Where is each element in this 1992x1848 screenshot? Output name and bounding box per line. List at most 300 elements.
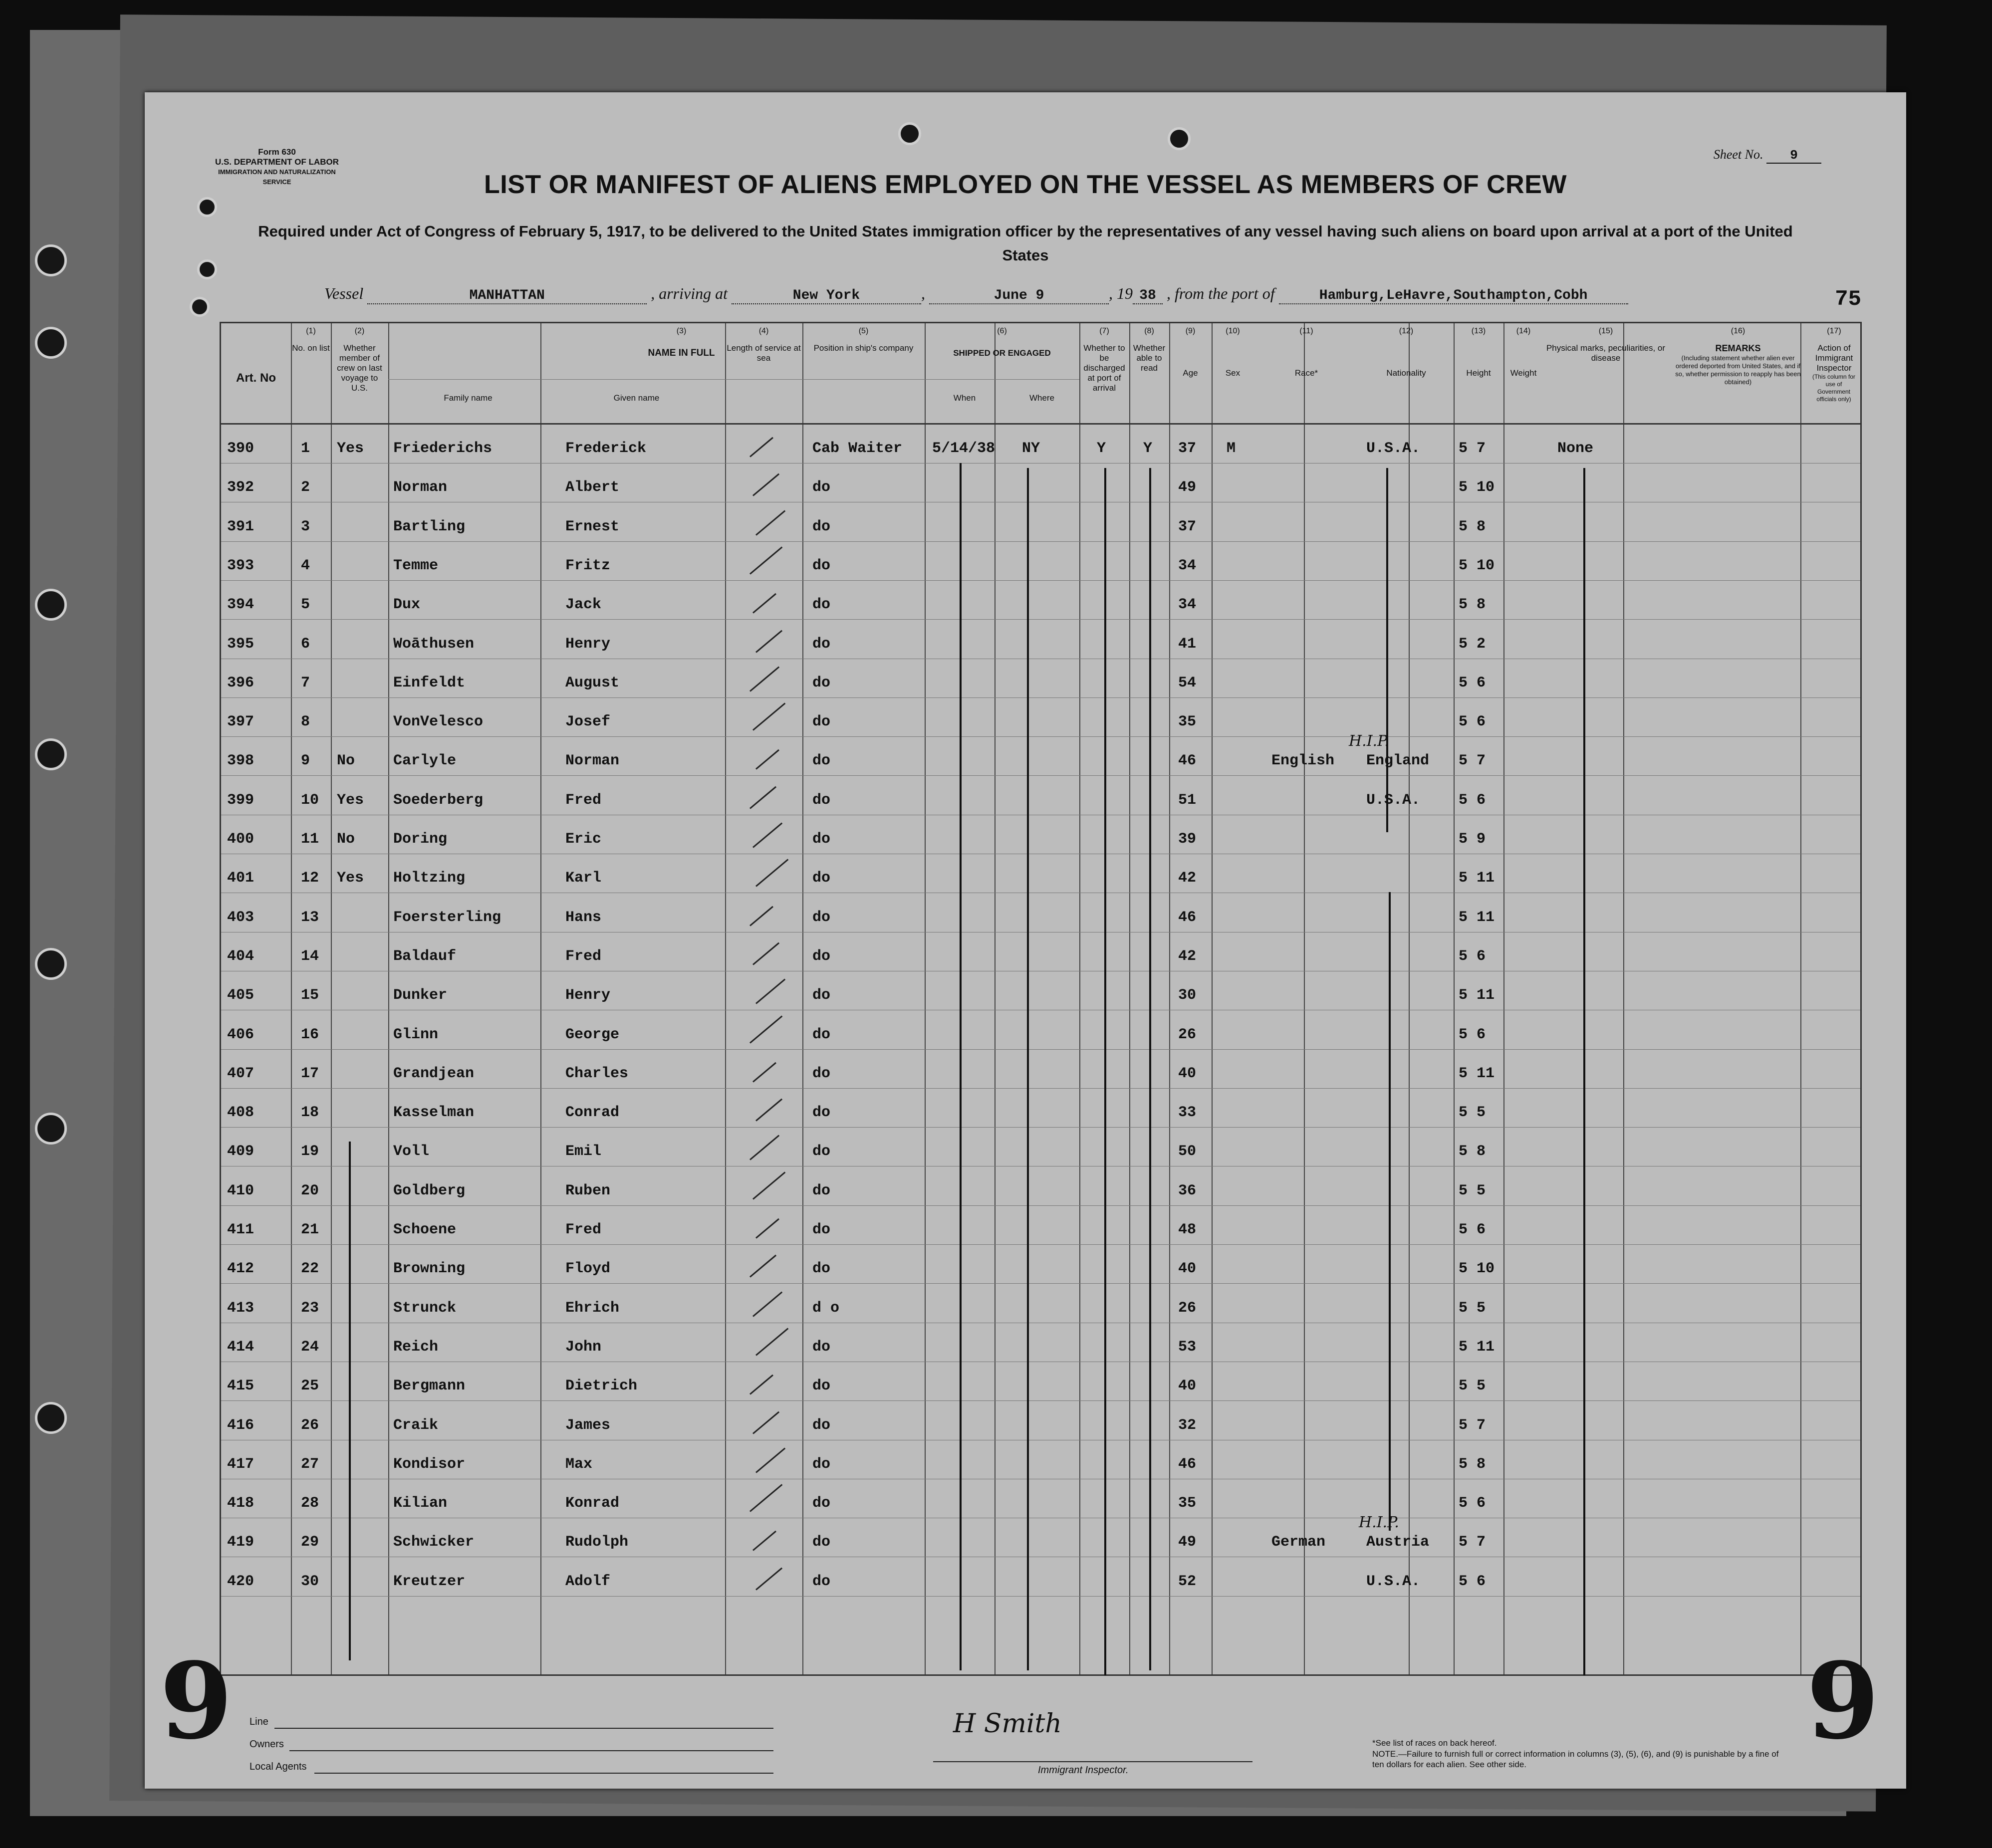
cell-art: 396 (227, 674, 254, 692)
cell-given: Rudolph (565, 1534, 629, 1551)
cell-no: 14 (301, 947, 319, 965)
cell-age: 50 (1178, 1143, 1197, 1160)
cell-given: Fred (565, 947, 602, 965)
cell-given: Floyd (565, 1260, 611, 1278)
cell-height: 5 6 (1459, 713, 1486, 731)
row-rule (221, 580, 1860, 581)
header-last-voyage: Whether member of crew on last voyage to U.S. (337, 343, 382, 393)
ditto-mark (1583, 468, 1585, 1675)
cell-art: 400 (227, 831, 254, 848)
cell-height: 5 2 (1459, 635, 1486, 653)
cell-height: 5 6 (1459, 947, 1486, 965)
agents-field (314, 1773, 773, 1774)
column-divider (1800, 323, 1801, 1674)
service-checkmark (755, 859, 788, 887)
header-shipped-engaged: SHIPPED OR ENGAGED (953, 348, 1051, 358)
service-checkmark (755, 749, 779, 770)
cell-position: do (812, 1026, 831, 1043)
cell-position: do (812, 635, 831, 653)
cell-art: 406 (227, 1026, 254, 1043)
header-discharged-number: (7) (1099, 327, 1109, 335)
cell-age: 49 (1178, 479, 1197, 496)
binder-hole (35, 244, 67, 276)
cell-age: 40 (1178, 1260, 1197, 1278)
cell-age: 42 (1178, 947, 1197, 965)
cell-art: 398 (227, 752, 254, 770)
agents-label: Local Agents (249, 1761, 307, 1772)
cell-given: Josef (565, 713, 611, 731)
cell-family: Norman (393, 479, 448, 496)
cell-family: Kilian (393, 1495, 448, 1512)
service-checkmark (755, 1218, 779, 1239)
cell-position: do (812, 1182, 831, 1199)
cell-position: d o (812, 1299, 840, 1317)
owners-label: Owners (249, 1739, 284, 1750)
line-label: Line (249, 1716, 268, 1727)
cell-art: 420 (227, 1573, 254, 1590)
header-shipped-number: (6) (997, 327, 1007, 335)
cell-age: 32 (1178, 1416, 1197, 1434)
department: U.S. DEPARTMENT OF LABOR (215, 157, 339, 167)
header-bottom-rule (221, 423, 1860, 425)
header-weight: Weight (1510, 368, 1537, 378)
cell-family: Temme (393, 557, 439, 574)
header-position: Position in ship's company (813, 343, 914, 353)
cell-no: 9 (301, 752, 310, 770)
cell-position: do (812, 713, 831, 731)
cell-height: 5 6 (1459, 1221, 1486, 1238)
cell-position: do (812, 1534, 831, 1551)
cell-art: 414 (227, 1338, 254, 1356)
cell-age: 41 (1178, 635, 1197, 653)
service-checkmark (752, 1531, 776, 1551)
ditto-mark (1104, 468, 1106, 1675)
cell-given: Fred (565, 791, 602, 809)
cell-given: Albert (565, 479, 620, 496)
cell-age: 54 (1178, 674, 1197, 692)
header-able-to-read-number: (8) (1144, 327, 1154, 335)
cell-height: 5 6 (1459, 674, 1486, 692)
cell-given: Frederick (565, 440, 647, 457)
header-list-no-number: (1) (306, 327, 316, 335)
owners-field (289, 1750, 773, 1751)
cell-art: 417 (227, 1455, 254, 1473)
cell-given: Norman (565, 752, 620, 770)
service-checkmark (749, 1375, 773, 1395)
cell-height: 5 7 (1459, 752, 1486, 770)
cell-no: 15 (301, 987, 319, 1004)
cell-position: do (812, 1260, 831, 1278)
vessel-label: Vessel (324, 284, 364, 302)
cell-given: Ernest (565, 518, 620, 535)
cell-given: Hans (565, 909, 602, 926)
cell-position: do (812, 674, 831, 692)
cell-no: 4 (301, 557, 310, 574)
header-list-no: No. on list (292, 343, 330, 353)
row-rule (221, 541, 1860, 542)
cell-family: Dux (393, 596, 421, 614)
cell-no: 19 (301, 1143, 319, 1160)
cell-family: Browning (393, 1260, 466, 1278)
column-divider (925, 323, 926, 1674)
cell-height: 5 7 (1459, 1534, 1486, 1551)
header-name-number: (3) (676, 327, 687, 335)
ditto-mark (1389, 892, 1391, 1531)
column-divider (995, 323, 996, 1674)
arrival-year: 38 (1133, 288, 1163, 304)
header-height-number: (13) (1471, 327, 1486, 335)
cell-age: 36 (1178, 1182, 1197, 1199)
column-divider (1129, 323, 1130, 1674)
punch-hole (190, 297, 210, 317)
cell-age: 46 (1178, 909, 1197, 926)
cell-age: 34 (1178, 557, 1197, 574)
cell-no: 27 (301, 1455, 319, 1473)
cell-family: Glinn (393, 1026, 439, 1043)
cell-last: Yes (337, 791, 364, 809)
cell-height: 5 10 (1459, 479, 1495, 496)
inspector-label: Immigrant Inspector. (1038, 1765, 1129, 1776)
cell-no: 17 (301, 1065, 319, 1082)
header-physical-marks-number: (15) (1598, 327, 1613, 335)
cell-no: 29 (301, 1534, 319, 1551)
cell-family: Schoene (393, 1221, 457, 1238)
cell-height: 5 11 (1459, 1338, 1495, 1356)
cell-family: Goldberg (393, 1182, 466, 1199)
header-remarks-detail: (Including statement whether alien ever ordered deported from United States, and if so, whether permission to reapply has been obtained) (1675, 354, 1801, 386)
cell-art: 408 (227, 1104, 254, 1122)
cell-age: 26 (1178, 1299, 1197, 1317)
cell-family: Doring (393, 831, 448, 848)
cell-family: Schwicker (393, 1534, 475, 1551)
column-divider (1169, 323, 1170, 1674)
cell-height: 5 6 (1459, 1495, 1486, 1512)
cell-no: 8 (301, 713, 310, 731)
cell-age: 39 (1178, 831, 1197, 848)
ditto-mark (960, 463, 962, 1670)
punch-hole (1168, 127, 1191, 150)
cell-family: Soederberg (393, 791, 484, 809)
column-divider (1503, 323, 1504, 1674)
cell-position: do (812, 870, 831, 887)
cell-read: Y (1143, 440, 1153, 457)
cell-position: do (812, 947, 831, 965)
cell-nat: England (1366, 752, 1430, 770)
cell-no: 28 (301, 1495, 319, 1512)
ditto-mark (349, 1241, 351, 1660)
vessel-line: Vessel MANHATTAN , arriving at New York , June 9 , 19 38 , from the port of Hamburg,LeHavre,Southampton,Cobh (324, 284, 1821, 304)
row-rule (221, 1088, 1860, 1089)
cell-family: Foersterling (393, 909, 501, 926)
cell-height: 5 11 (1459, 987, 1495, 1004)
cell-height: 5 10 (1459, 1260, 1495, 1278)
cell-age: 51 (1178, 791, 1197, 809)
cell-age: 48 (1178, 1221, 1197, 1238)
service-checkmark (752, 473, 779, 496)
cell-position: do (812, 1495, 831, 1512)
cell-art: 405 (227, 987, 254, 1004)
row-rule (221, 1283, 1860, 1284)
service-checkmark (752, 1291, 782, 1317)
cell-nat: U.S.A. (1366, 1573, 1421, 1590)
cell-no: 18 (301, 1104, 319, 1122)
cell-no: 5 (301, 596, 310, 614)
cell-family: Woāthusen (393, 635, 475, 653)
punch-hole (197, 259, 217, 279)
cell-position: do (812, 1221, 831, 1238)
cell-no: 6 (301, 635, 310, 653)
service-checkmark (749, 437, 773, 458)
header-inspector-action-number: (17) (1827, 327, 1841, 335)
cell-no: 13 (301, 909, 319, 926)
column-divider (540, 323, 541, 1674)
service-checkmark (749, 666, 779, 692)
cell-height: 5 9 (1459, 831, 1486, 848)
inspector-signature: H Smith (953, 1709, 1062, 1739)
column-divider (388, 323, 389, 1674)
cell-age: 40 (1178, 1065, 1197, 1082)
cell-age: 53 (1178, 1338, 1197, 1356)
cell-given: Adolf (565, 1573, 611, 1590)
cell-when: 5/14/38 (932, 440, 996, 457)
binder-hole (35, 948, 67, 980)
cell-position: do (812, 752, 831, 770)
cell-height: 5 8 (1459, 1455, 1486, 1473)
cell-no: 20 (301, 1182, 319, 1199)
cell-art: 392 (227, 479, 254, 496)
cell-height: 5 5 (1459, 1182, 1486, 1199)
service-checkmark (752, 1411, 779, 1434)
cell-family: Craik (393, 1416, 439, 1434)
header-art-no: Art. No (236, 371, 276, 385)
cell-position: do (812, 1065, 831, 1082)
cell-height: 5 5 (1459, 1378, 1486, 1395)
cell-art: 391 (227, 518, 254, 535)
header-able-to-read: Whether able to read (1133, 343, 1166, 373)
departure-ports: Hamburg,LeHavre,Southampton,Cobh (1279, 288, 1628, 304)
cell-family: Carlyle (393, 752, 457, 770)
service-checkmark (752, 702, 785, 730)
cell-position: do (812, 831, 831, 848)
handwritten-hip-annotation: H.I.P. (1349, 732, 1389, 750)
cell-no: 24 (301, 1338, 319, 1356)
cell-age: 52 (1178, 1573, 1197, 1590)
row-rule (221, 736, 1860, 737)
cell-art: 416 (227, 1416, 254, 1434)
cell-position: do (812, 557, 831, 574)
cell-family: Kondisor (393, 1455, 466, 1473)
service-checkmark (755, 1447, 785, 1473)
cell-age: 42 (1178, 870, 1197, 887)
cell-given: Henry (565, 987, 611, 1004)
cell-given: Conrad (565, 1104, 620, 1122)
cell-position: do (812, 1378, 831, 1395)
cell-last: Yes (337, 440, 364, 457)
cell-no: 10 (301, 791, 319, 809)
cell-height: 5 7 (1459, 1416, 1486, 1434)
cell-family: Einfeldt (393, 674, 466, 692)
cell-art: 403 (227, 909, 254, 926)
cell-art: 410 (227, 1182, 254, 1199)
cell-height: 5 8 (1459, 518, 1486, 535)
cell-age: 49 (1178, 1534, 1197, 1551)
cell-no: 25 (301, 1378, 319, 1395)
sheet-number (1714, 147, 1821, 164)
service-checkmark (752, 942, 779, 965)
service-checkmark (755, 630, 782, 653)
cell-family: Bergmann (393, 1378, 466, 1395)
cell-art: 394 (227, 596, 254, 614)
cell-position: do (812, 791, 831, 809)
cell-position: do (812, 518, 831, 535)
service-checkmark (749, 1015, 782, 1043)
punch-hole (898, 122, 921, 145)
cell-art: 415 (227, 1378, 254, 1395)
header-where: Where (1029, 393, 1055, 403)
cell-art: 412 (227, 1260, 254, 1278)
cell-given: Fritz (565, 557, 611, 574)
header-name-in-full: NAME IN FULL (648, 348, 715, 358)
service-checkmark (752, 1171, 785, 1199)
header-length-service-number: (4) (758, 327, 769, 335)
header-nationality: Nationality (1386, 368, 1426, 378)
cell-art: 401 (227, 870, 254, 887)
column-divider (802, 323, 803, 1674)
service-checkmark (749, 1255, 776, 1278)
row-rule (221, 619, 1860, 620)
sheet-number-label: Sheet No. (1713, 147, 1763, 162)
cell-no: 21 (301, 1221, 319, 1238)
cell-given: Jack (565, 596, 602, 614)
cell-race: German (1271, 1534, 1326, 1551)
cell-given: Karl (565, 870, 602, 887)
cell-no: 23 (301, 1299, 319, 1317)
cell-given: Dietrich (565, 1378, 638, 1395)
header-when: When (953, 393, 976, 403)
cell-last: Yes (337, 870, 364, 887)
cell-given: Fred (565, 1221, 602, 1238)
cell-age: 26 (1178, 1026, 1197, 1043)
cell-art: 390 (227, 440, 254, 457)
cell-age: 46 (1178, 1455, 1197, 1473)
cell-position: do (812, 1573, 831, 1590)
header-sex: Sex (1225, 368, 1241, 378)
binder-hole (35, 589, 67, 621)
cell-position: do (812, 479, 831, 496)
cell-position: do (812, 909, 831, 926)
column-divider (1212, 323, 1213, 1674)
column-divider (1304, 323, 1305, 1674)
column-divider (1454, 323, 1455, 1674)
cell-no: 26 (301, 1416, 319, 1434)
cell-position: Cab Waiter (812, 440, 903, 457)
cell-no: 12 (301, 870, 319, 887)
cell-height: 5 11 (1459, 870, 1495, 887)
row-rule (221, 1400, 1860, 1401)
header-age-number: (9) (1185, 327, 1196, 335)
from-port-label: , from the port of (1166, 284, 1275, 302)
arriving-label: , arriving at (651, 284, 728, 302)
header-length-service: Length of service at sea (727, 343, 801, 363)
cell-given: Eric (565, 831, 602, 848)
header-last-voyage-number: (2) (354, 327, 365, 335)
cell-art: 404 (227, 947, 254, 965)
header-race-number: (11) (1299, 327, 1313, 335)
arrival-date: June 9 (929, 288, 1109, 304)
cell-age: 34 (1178, 596, 1197, 614)
cell-art: 411 (227, 1221, 254, 1238)
header-discharged: Whether to be discharged at port of arrival (1083, 343, 1125, 393)
line-field (274, 1728, 773, 1729)
cell-position: do (812, 1143, 831, 1160)
shipped-subheader-rule (925, 379, 1079, 380)
name-subheader-rule (388, 379, 975, 380)
cell-height: 5 10 (1459, 557, 1495, 574)
cell-art: 399 (227, 791, 254, 809)
row-rule (221, 775, 1860, 776)
cell-age: 35 (1178, 1495, 1197, 1512)
column-divider (291, 323, 292, 1674)
cell-no: 2 (301, 479, 310, 496)
header-sex-number: (10) (1226, 327, 1240, 335)
header-physical-marks: Physical marks, peculiarities, or disease (1546, 343, 1666, 363)
manifest-sheet (145, 92, 1906, 1789)
cell-height: 5 8 (1459, 596, 1486, 614)
cell-where: NY (1022, 440, 1040, 457)
binder-hole (35, 1113, 67, 1145)
cell-given: August (565, 674, 620, 692)
column-divider (1079, 323, 1080, 1674)
cell-age: 33 (1178, 1104, 1197, 1122)
cell-height: 5 11 (1459, 1065, 1495, 1082)
cell-given: Max (565, 1455, 593, 1473)
cell-position: do (812, 1455, 831, 1473)
cell-phys: None (1557, 440, 1594, 457)
cell-height: 5 7 (1459, 440, 1486, 457)
ditto-mark (1386, 468, 1388, 832)
punch-hole (197, 197, 217, 217)
cell-family: Kasselman (393, 1104, 475, 1122)
cell-no: 3 (301, 518, 310, 535)
cell-no: 30 (301, 1573, 319, 1590)
row-rule (221, 1127, 1860, 1128)
cell-position: do (812, 987, 831, 1004)
crew-table (220, 322, 1862, 1676)
row-rule (221, 697, 1860, 698)
cell-art: 397 (227, 713, 254, 731)
service-checkmark (749, 546, 782, 574)
cell-family: Kreutzer (393, 1573, 466, 1590)
column-divider (331, 323, 332, 1674)
year-prefix: , 19 (1108, 284, 1133, 302)
cell-no: 1 (301, 440, 310, 457)
row-rule (221, 1205, 1860, 1206)
cell-given: Konrad (565, 1495, 620, 1512)
column-divider (1409, 323, 1410, 1674)
service-checkmark (752, 1062, 776, 1083)
penalty-note: NOTE.—Failure to furnish full or correct information in columns (3), (5), (6), and (9) is punishable by a fine of ten dollars for each alien. See other side. (1372, 1749, 1779, 1769)
cell-family: Bartling (393, 518, 466, 535)
cell-family: Grandjean (393, 1065, 475, 1082)
cell-no: 11 (301, 831, 319, 848)
cell-given: John (565, 1338, 602, 1356)
page-subtitle: Required under Act of Congress of February 5, 1917, to be delivered to the United States immigration officer by the representatives of any vessel having such aliens on board upon arrival at a port of the United States (258, 223, 1793, 264)
cell-family: Reich (393, 1338, 439, 1356)
cell-given: Charles (565, 1065, 629, 1082)
cell-age: 37 (1178, 440, 1197, 457)
service-checkmark (749, 906, 773, 926)
cell-age: 35 (1178, 713, 1197, 731)
